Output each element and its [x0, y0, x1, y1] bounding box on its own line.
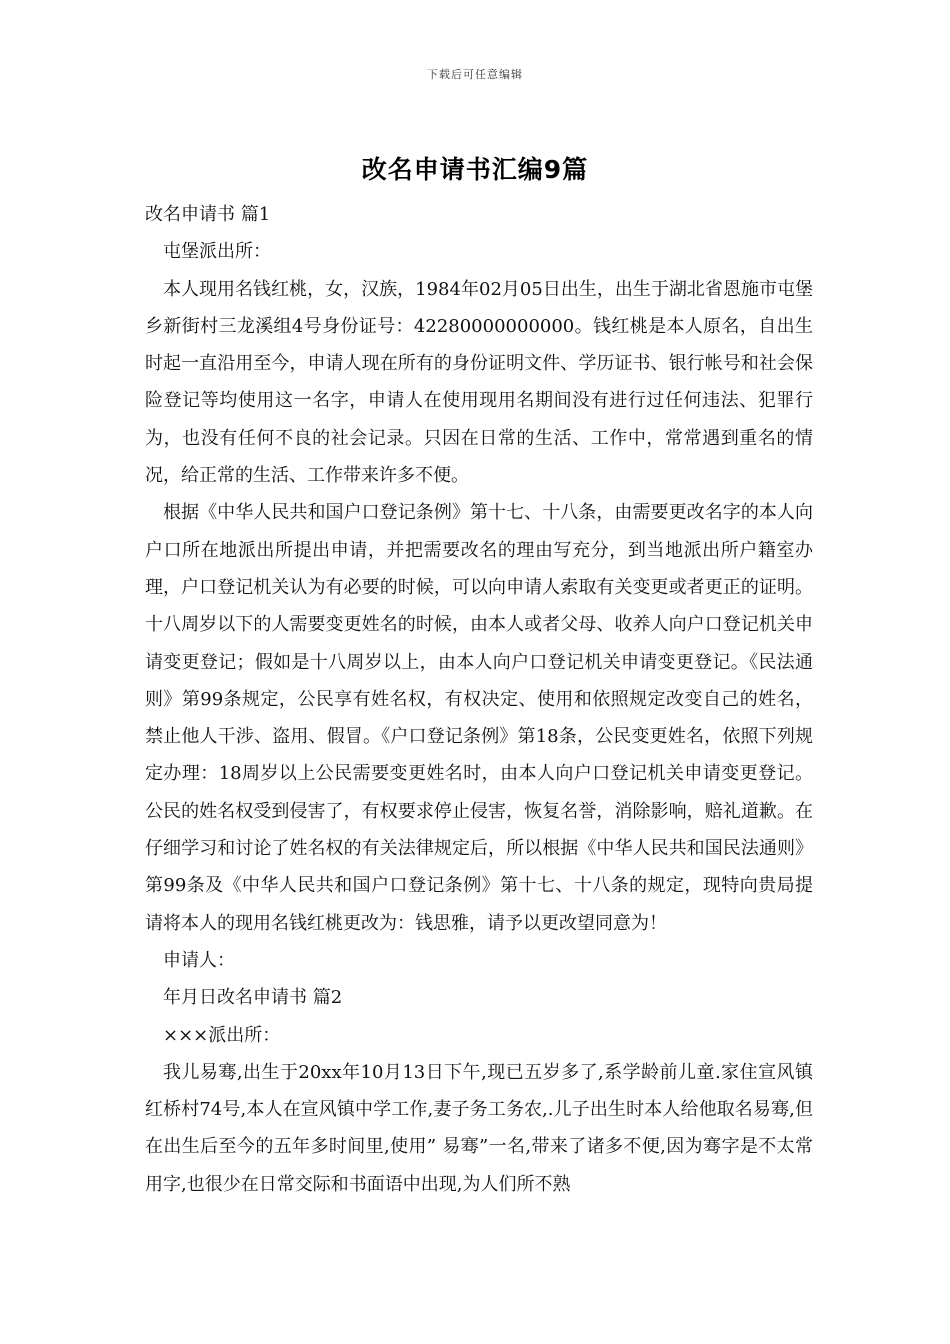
section-heading-2: 年月日改名申请书 篇2 [163, 987, 343, 1009]
header-note: 下载后可任意编辑 [427, 68, 523, 81]
paragraph-son-name: 我儿易骞,出生于20xx年10月13日下午,现已五岁多了,系学龄前儿童.家住宣风镇红桥村74号,本人在宣风镇中学工作,妻子务工务农,.儿子出生时本人给他取名易骞,但在出生后至今的五年多时间里,使用” 易骞”一名,带来了诸多不便,因为骞字是不太常用字,也很少在日常交际和书面语中出现,为人们所不熟 [145, 1061, 813, 1195]
section-heading-1: 改名申请书 篇1 [145, 204, 271, 225]
paragraph-personal-info: 本人现用名钱红桃，女，汉族，1984年02月05日出生，出生于湖北省恩施市屯堡乡新街村三龙溪组4号身份证号：42280000000000。钱红桃是本人原名，自出生时起一直沿用至今，申请人现在所有的身份证明文件、学历证书、银行帐号和社会保险登记等均使用这一名字，申请人在使用现用名期间没有进行过任何违法、犯罪行为，也没有任何不良的社会记录。只因在日常的生活、工作中，常常遇到重名的情况，给正常的生活、工作带来许多不便。 [145, 278, 813, 487]
salutation-2: ×××派出所： [163, 1024, 281, 1046]
document-title: 改名申请书汇编9篇 [361, 155, 589, 184]
salutation-1: 屯堡派出所： [163, 241, 271, 263]
applicant-label: 申请人： [163, 949, 235, 971]
document-body [145, 196, 813, 1203]
paragraph-legal-basis: 根据《中华人民共和国户口登记条例》第十七、十八条，由需要更改名字的本人向户口所在地派出所提出申请，并把需要改名的理由写充分，到当地派出所户籍室办理，户口登记机关认为有必要的时候，可以向申请人索取有关变更或者更正的证明。十八周岁以下的人需要变更姓名的时候，由本人或者父母、收养人向户口登记机关申请变更登记；假如是十八周岁以上，由本人向户口登记机关申请变更登记。《民法通则》第99条规定，公民享有姓名权，有权决定、使用和依照规定改变自己的姓名，禁止他人干涉、盗用、假冒。《户口登记条例》第18条，公民变更姓名，依照下列规定办理：18周岁以上公民需要变更姓名时，由本人向户口登记机关申请变更登记。公民的姓名权受到侵害了，有权要求停止侵害，恢复名誉，消除影响，赔礼道歉。在仔细学习和讨论了姓名权的有关法律规定后，所以根据《中华人民共和国民法通则》第99条及《中华人民共和国户口登记条例》第十七、十八条的规定，现特向贵局提请将本人的现用名钱红桃更改为：钱思雅，请予以更改望同意为！ [145, 502, 813, 934]
